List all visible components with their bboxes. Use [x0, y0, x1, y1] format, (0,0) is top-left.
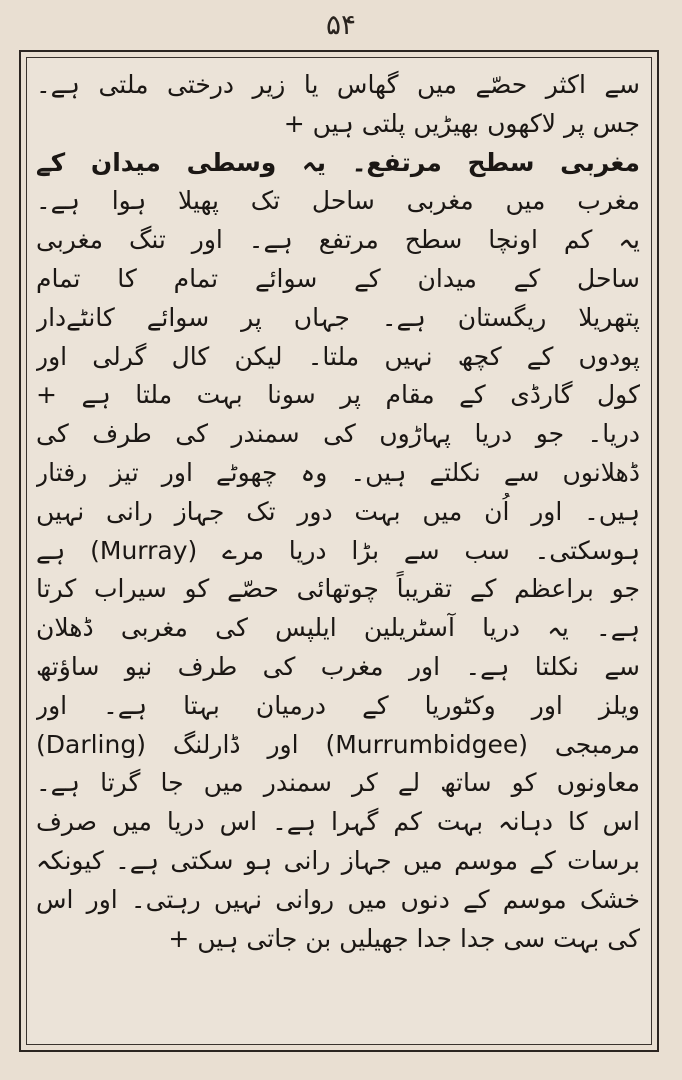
body-text — [36, 66, 640, 1036]
text-line: سے اکثر حصّے میں گھاس یا زیر درختی ملتی ہے۔ — [36, 70, 640, 99]
text-line: کی بہت سی جدا جدا جھیلیں بن جاتی ہیں + — [168, 923, 640, 953]
text-line: یہ کم اونچا سطح مرتفع ہے۔ اور تنگ مغربی — [36, 225, 640, 255]
text-line: معاونوں کو ساتھ لے کر سمندر میں جا گرتا ہے۔ — [36, 768, 640, 798]
text-line: مغرب میں مغربی ساحل تک پھیلا ہوا ہے۔ — [36, 186, 640, 216]
text-line: سے نکلتا ہے۔ اور مغرب کی طرف نیو ساؤتھ — [36, 651, 640, 681]
text-line: ہوسکتی۔ سب سے بڑا دریا مرے (Murray) ہے — [36, 535, 640, 565]
text-line: پودوں کے کچھ نہیں ملتا۔ لیکن کال گرلی اور — [36, 341, 640, 371]
text-line: ساحل کے میدان کے سوائے تمام کا تمام — [36, 263, 640, 293]
text-line: ہیں۔ اور اُن میں بہت دور تک جہاز رانی نہیں — [36, 496, 640, 526]
text-line: کول گارڈی کے مقام پر سونا بہت ملتا ہے + — [36, 380, 640, 410]
text-line: جو براعظم کے تقریباً چوتھائی حصّے کو سیراب کرتا — [36, 574, 640, 604]
page-number: ۵۴ — [325, 8, 357, 41]
text-line: پتھریلا ریگستان ہے۔ جہاں پر سوائے کانٹےدار — [36, 302, 640, 332]
section-heading-line: مغربی سطح مرتفع۔ یہ وسطی میدان کے — [36, 147, 640, 177]
text-line: جس پر لاکھوں بھیڑیں پلتی ہیں + — [283, 108, 640, 138]
text-line: ویلز اور وکٹوریا کے درمیان بہتا ہے۔ اور — [36, 690, 640, 720]
text-line: ہے۔ یہ دریا آسٹریلین ایلپس کی مغربی ڈھلان — [36, 613, 640, 643]
text-line: مرمبجی (Murrumbidgee) اور ڈارلنگ (Darling) — [36, 729, 640, 759]
text-line: ڈھلانوں سے نکلتے ہیں۔ وہ چھوٹے اور تیز رفتار — [36, 457, 640, 487]
text-line: اس کا دہانہ بہت کم گہرا ہے۔ اس دریا میں صرف — [36, 807, 640, 837]
text-line: برسات کے موسم میں جہاز رانی ہو سکتی ہے۔ کیونکہ — [36, 845, 640, 875]
section-heading-line: دریا۔ جو دریا پہاڑوں کی سمندر کی طرف کی — [36, 419, 640, 449]
text-line: خشک موسم کے دنوں میں روانی نہیں رہتی۔ اور اس — [36, 884, 640, 914]
